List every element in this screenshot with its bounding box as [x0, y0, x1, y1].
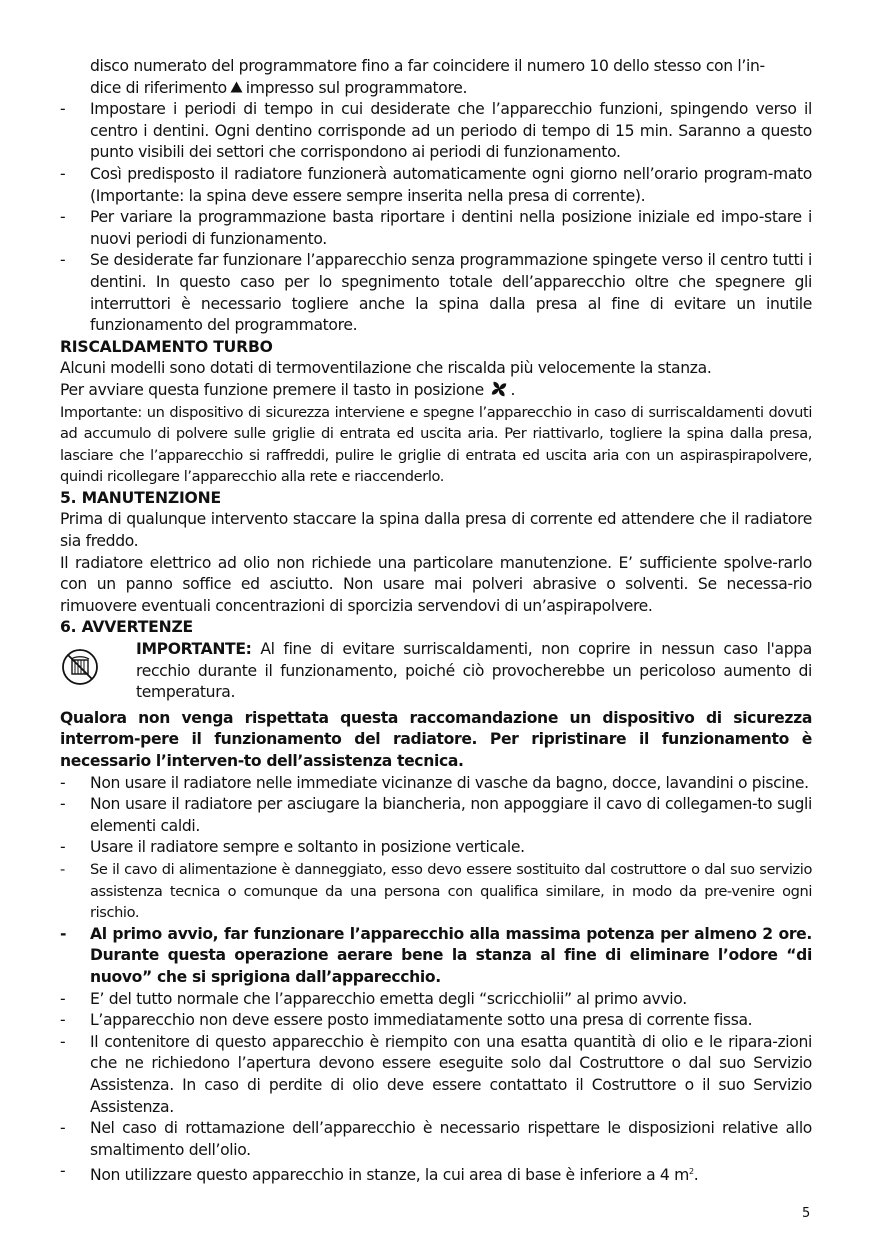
list-item: - Se desiderate far funzionare l’apparecchio senza programmazione spingete verso il centro tutti i dentini. In questo caso per lo spegnimento totale dell’apparecchio oltre che spegnere gli interruttori è necessario togliere anche la spina dalla presa al fine di evitare un inutile funzionamento del programmatore.: [60, 251, 812, 335]
triangle-up-icon: [230, 81, 243, 93]
bold-notice: Qualora non venga rispettata questa raccomandazione un dispositivo di sicurezza interrom-pere il funzionamento del radiatore. Per ripristinare il funzionamento è necessario l’interven-to dell’assistenza tecnica.: [60, 708, 812, 770]
list-item: - Così predisposto il radiatore funzionerà automaticamente ogni giorno nell’orario program-mato (Importante: la spina deve essere sempre inserita nella presa di corrente).: [60, 164, 812, 205]
list-item: - Non usare il radiatore per asciugare la biancheria, non appoggiare il cavo di collegamen-to sugli elementi caldi.: [60, 795, 812, 835]
list-item: - Non utilizzare questo apparecchio in stanze, la cui area di base è inferiore a 4 $m^2$.: [60, 1162, 699, 1185]
intro-continuation: [60, 56, 812, 99]
turbo-paragraph-2: Per avviare questa funzione premere il tasto in posizione .: [60, 380, 516, 399]
turbo-heading: RISCALDAMENTO TURBO: [60, 337, 273, 356]
fan-icon: [490, 380, 508, 398]
warnings-heading: 6. AVVERTENZE: [60, 618, 194, 637]
list-item: - Al primo avvio, far funzionare l’apparecchio alla massima potenza per almeno 2 ore. Durante questa operazione aerare bene la stanza al fine di eliminare l’odore “di nuovo” che si sprigiona dall’apparecchio.: [60, 924, 812, 986]
program-list: [60, 99, 812, 337]
turbo-paragraph-1: Alcuni modelli sono dotati di termoventilazione che riscalda più velocemente la stanza.: [60, 359, 712, 378]
list-item: - Non usare il radiatore nelle immediate vicinanze di vasche da bagno, docce, lavandini o piscine.: [60, 773, 809, 792]
list-item: - Il contenitore di questo apparecchio è riempito con una esatta quantità di olio e le ripara-zioni che ne richiedono l’apertura devono essere eseguite solo dal Costruttore o dal suo Servizio Assistenza. In caso di perdite di olio deve essere contattato il Costruttore o il suo Servizio Assistenza.: [60, 1032, 812, 1116]
important-block: [60, 639, 812, 704]
list-item: - Usare il radiatore sempre e soltanto in posizione verticale.: [60, 838, 525, 857]
important-text: IMPORTANTE: Al fine di evitare surriscaldamenti, non coprire in nessun caso l'appa recchio durante il funzionamento, poiché ciò provocherebbe un pericoloso aumento di temperatura.: [136, 640, 812, 702]
maintenance-paragraph-2: Il radiatore elettrico ad olio non richiede una particolare manutenzione. E’ sufficiente spolve-rarlo con un panno soffice ed asciutto. Non usare mai polveri abrasive o solventi. Se necessa-rio rimuovere eventuali concentrazioni di sporcizia servendovi di un’aspirapolvere.: [60, 553, 812, 615]
page-number: 5: [802, 1206, 811, 1221]
list-item: - Per variare la programmazione basta riportare i dentini nella posizione iniziale ed impo-stare i nuovi periodi di funzionamento.: [60, 208, 812, 248]
no-cover-icon: [60, 639, 136, 694]
maintenance-paragraph-1: Prima di qualunque intervento staccare la spina dalla presa di corrente ed attendere che il radiatore sia freddo.: [60, 510, 812, 551]
list-item: - Impostare i periodi di tempo in cui desiderate che l’apparecchio funzioni, spingendo verso il centro i dentini. Ogni dentino corrisponde ad un periodo di tempo di 15 min. Saranno a questo punto visibili dei settori che corrispondono ai periodi di funzionamento.: [60, 100, 812, 162]
intro-line-b: dice di riferimento impresso sul programmatore.: [90, 78, 468, 97]
list-item: - Nel caso di rottamazione dell’apparecchio è necessario rispettare le disposizioni relative allo smaltimento dell’olio.: [60, 1119, 812, 1159]
list-item: - Se il cavo di alimentazione è danneggiato, esso devo essere sostituito dal costruttore o dal suo servizio assistenza tecnica o comunque da una persona con qualifica similare, in modo da pre-venire ogni rischio.: [60, 860, 812, 922]
maintenance-heading: 5. MANUTENZIONE: [60, 488, 221, 507]
intro-line-a: disco numerato del programmatore fino a far coincidere il numero 10 dello stesso con l’in-: [90, 57, 765, 75]
list-item: - E’ del tutto normale che l’apparecchio emetta degli “scricchiolii” al primo avvio.: [60, 989, 687, 1008]
page-content: [60, 56, 812, 1187]
warnings-list: [60, 773, 812, 1187]
turbo-paragraph-3: Importante: un dispositivo di sicurezza interviene e spegne l’apparecchio in caso di surriscaldamenti dovuti ad accumulo di polvere sulle griglie di entrata ed uscita aria. Per riattivarlo, togliere la spina dalla presa, lasciare che l’apparecchio si raffreddi, pulire le griglie di entrata ed uscita aria con un aspiraspirapolvere, quindi ricollegare l’apparecchio alla rete e riaccenderlo.: [60, 403, 812, 486]
list-item: - L’apparecchio non deve essere posto immediatamente sotto una presa di corrente fissa.: [60, 1011, 753, 1030]
